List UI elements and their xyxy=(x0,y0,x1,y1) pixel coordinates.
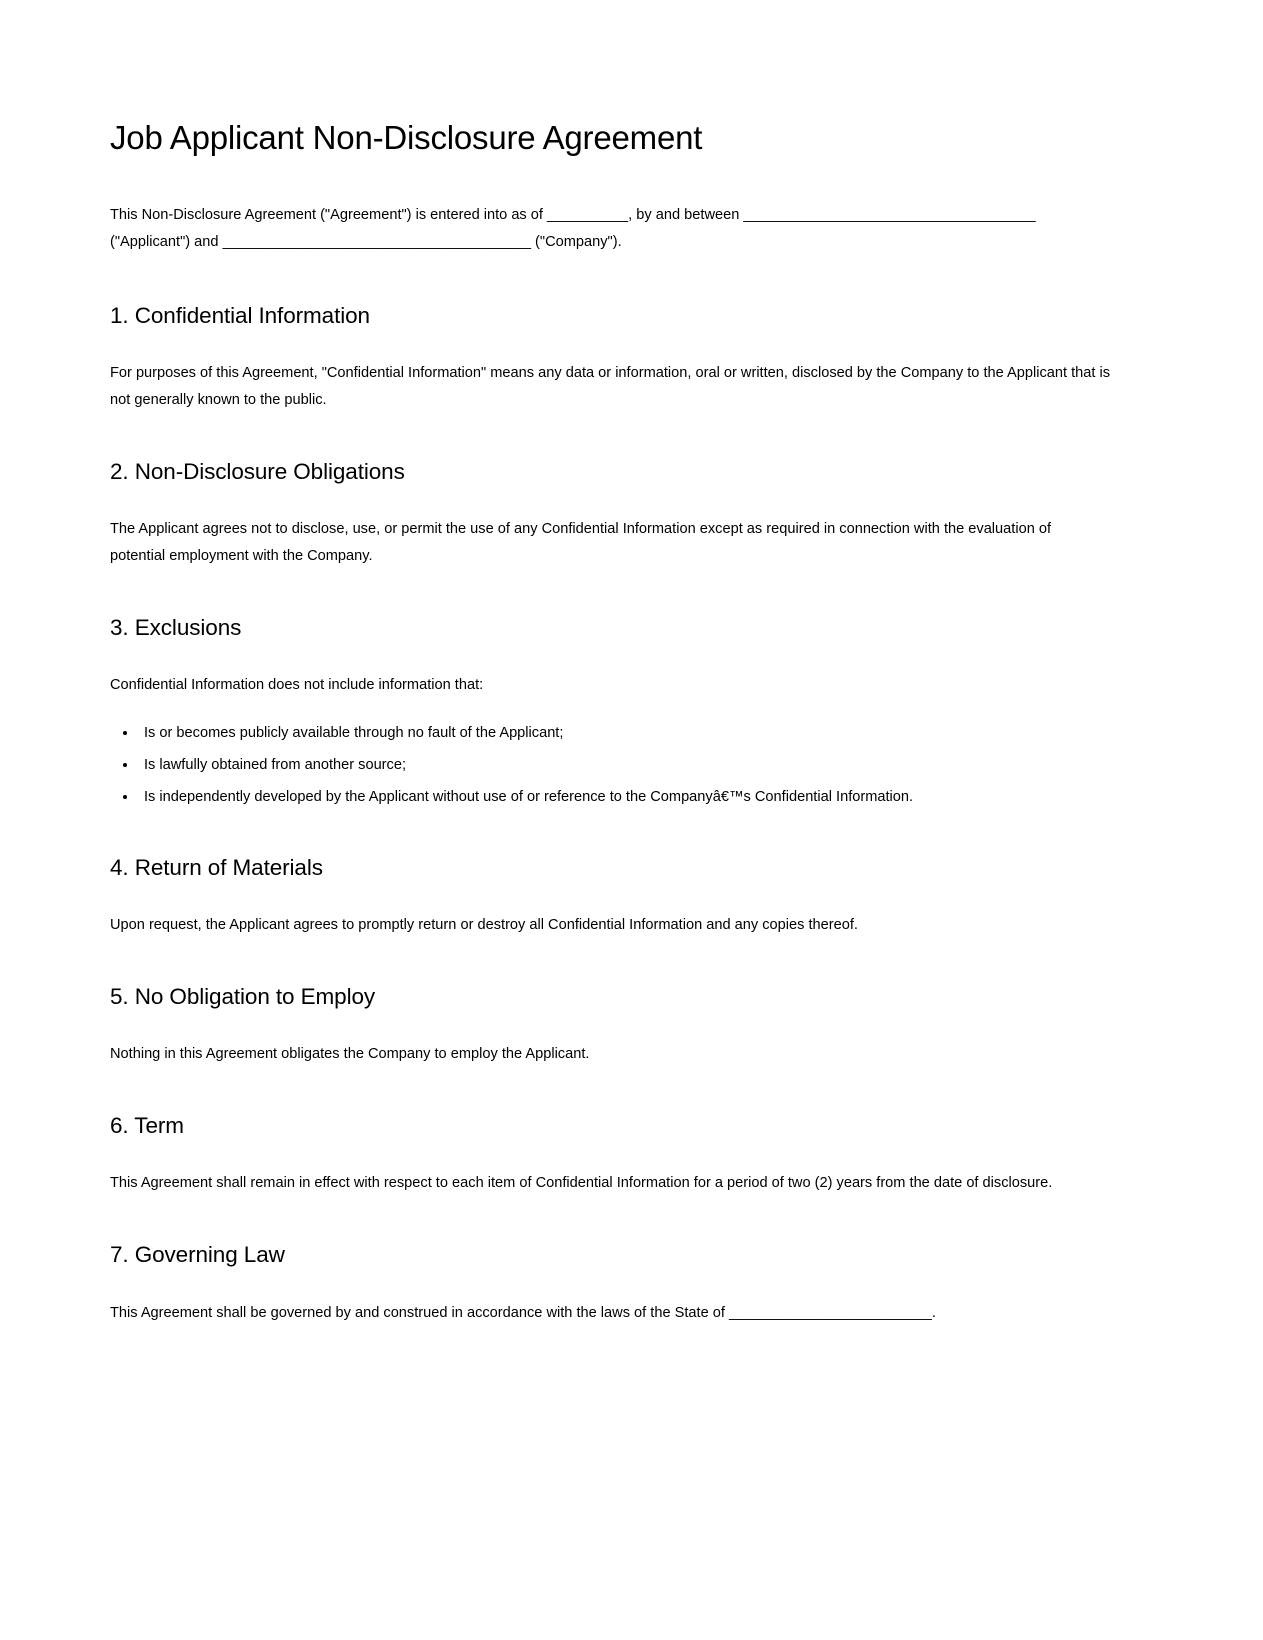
list-item: • Is or becomes publicly available through no fault of the Applicant; xyxy=(138,721,1123,746)
section-heading-3: 3. Exclusions xyxy=(110,614,242,640)
section-body-2: The Applicant agrees not to disclose, use, or permit the use of any Confidential Information except as required in connection with the evaluation of potential employment with the Company. xyxy=(110,520,1052,564)
section-heading-7: 7. Governing Law xyxy=(110,1242,285,1268)
section-heading-2: 2. Non-Disclosure Obligations xyxy=(110,458,405,484)
exclusions-list xyxy=(110,721,1123,810)
section-exclusions xyxy=(110,614,1123,810)
section-heading-6: 6. Term xyxy=(110,1113,184,1139)
section-return-of-materials xyxy=(110,854,1123,939)
section-body-6: This Agreement shall remain in effect with respect to each item of Confidential Information for a period of two (2) years from the date of disclosure. xyxy=(110,1175,1053,1192)
list-item: • Is lawfully obtained from another source; xyxy=(138,753,1123,778)
section-body-5: Nothing in this Agreement obligates the Company to employ the Applicant. xyxy=(110,1046,590,1063)
section-body-3: Confidential Information does not include information that: xyxy=(110,676,484,693)
section-heading-1: 1. Confidential Information xyxy=(110,302,370,328)
section-governing-law xyxy=(110,1241,1123,1326)
section-term xyxy=(110,1112,1123,1197)
section-body-7: This Agreement shall be governed by and construed in accordance with the laws of the State of _________________________. xyxy=(110,1304,936,1321)
list-item: • Is independently developed by the Applicant without use of or reference to the Companyâ€™s Confidential Information. xyxy=(138,785,1123,810)
section-non-disclosure-obligations xyxy=(110,458,1123,570)
agreement-intro-paragraph: This Non-Disclosure Agreement ("Agreement") is entered into as of __________, by and between ____________________________________ ("Applicant") and ______________________________________ ("Company"). xyxy=(110,206,1036,250)
page-title: Job Applicant Non-Disclosure Agreement xyxy=(110,119,703,156)
section-no-obligation-to-employ xyxy=(110,983,1123,1068)
section-body-1: For purposes of this Agreement, "Confidential Information" means any data or information, oral or written, disclosed by the Company to the Applicant that is not generally known to the public. xyxy=(110,364,1111,408)
section-body-4: Upon request, the Applicant agrees to promptly return or destroy all Confidential Information and any copies thereof. xyxy=(110,917,858,934)
section-heading-4: 4. Return of Materials xyxy=(110,855,323,881)
section-confidential-information xyxy=(110,302,1123,414)
section-heading-5: 5. No Obligation to Employ xyxy=(110,984,376,1010)
